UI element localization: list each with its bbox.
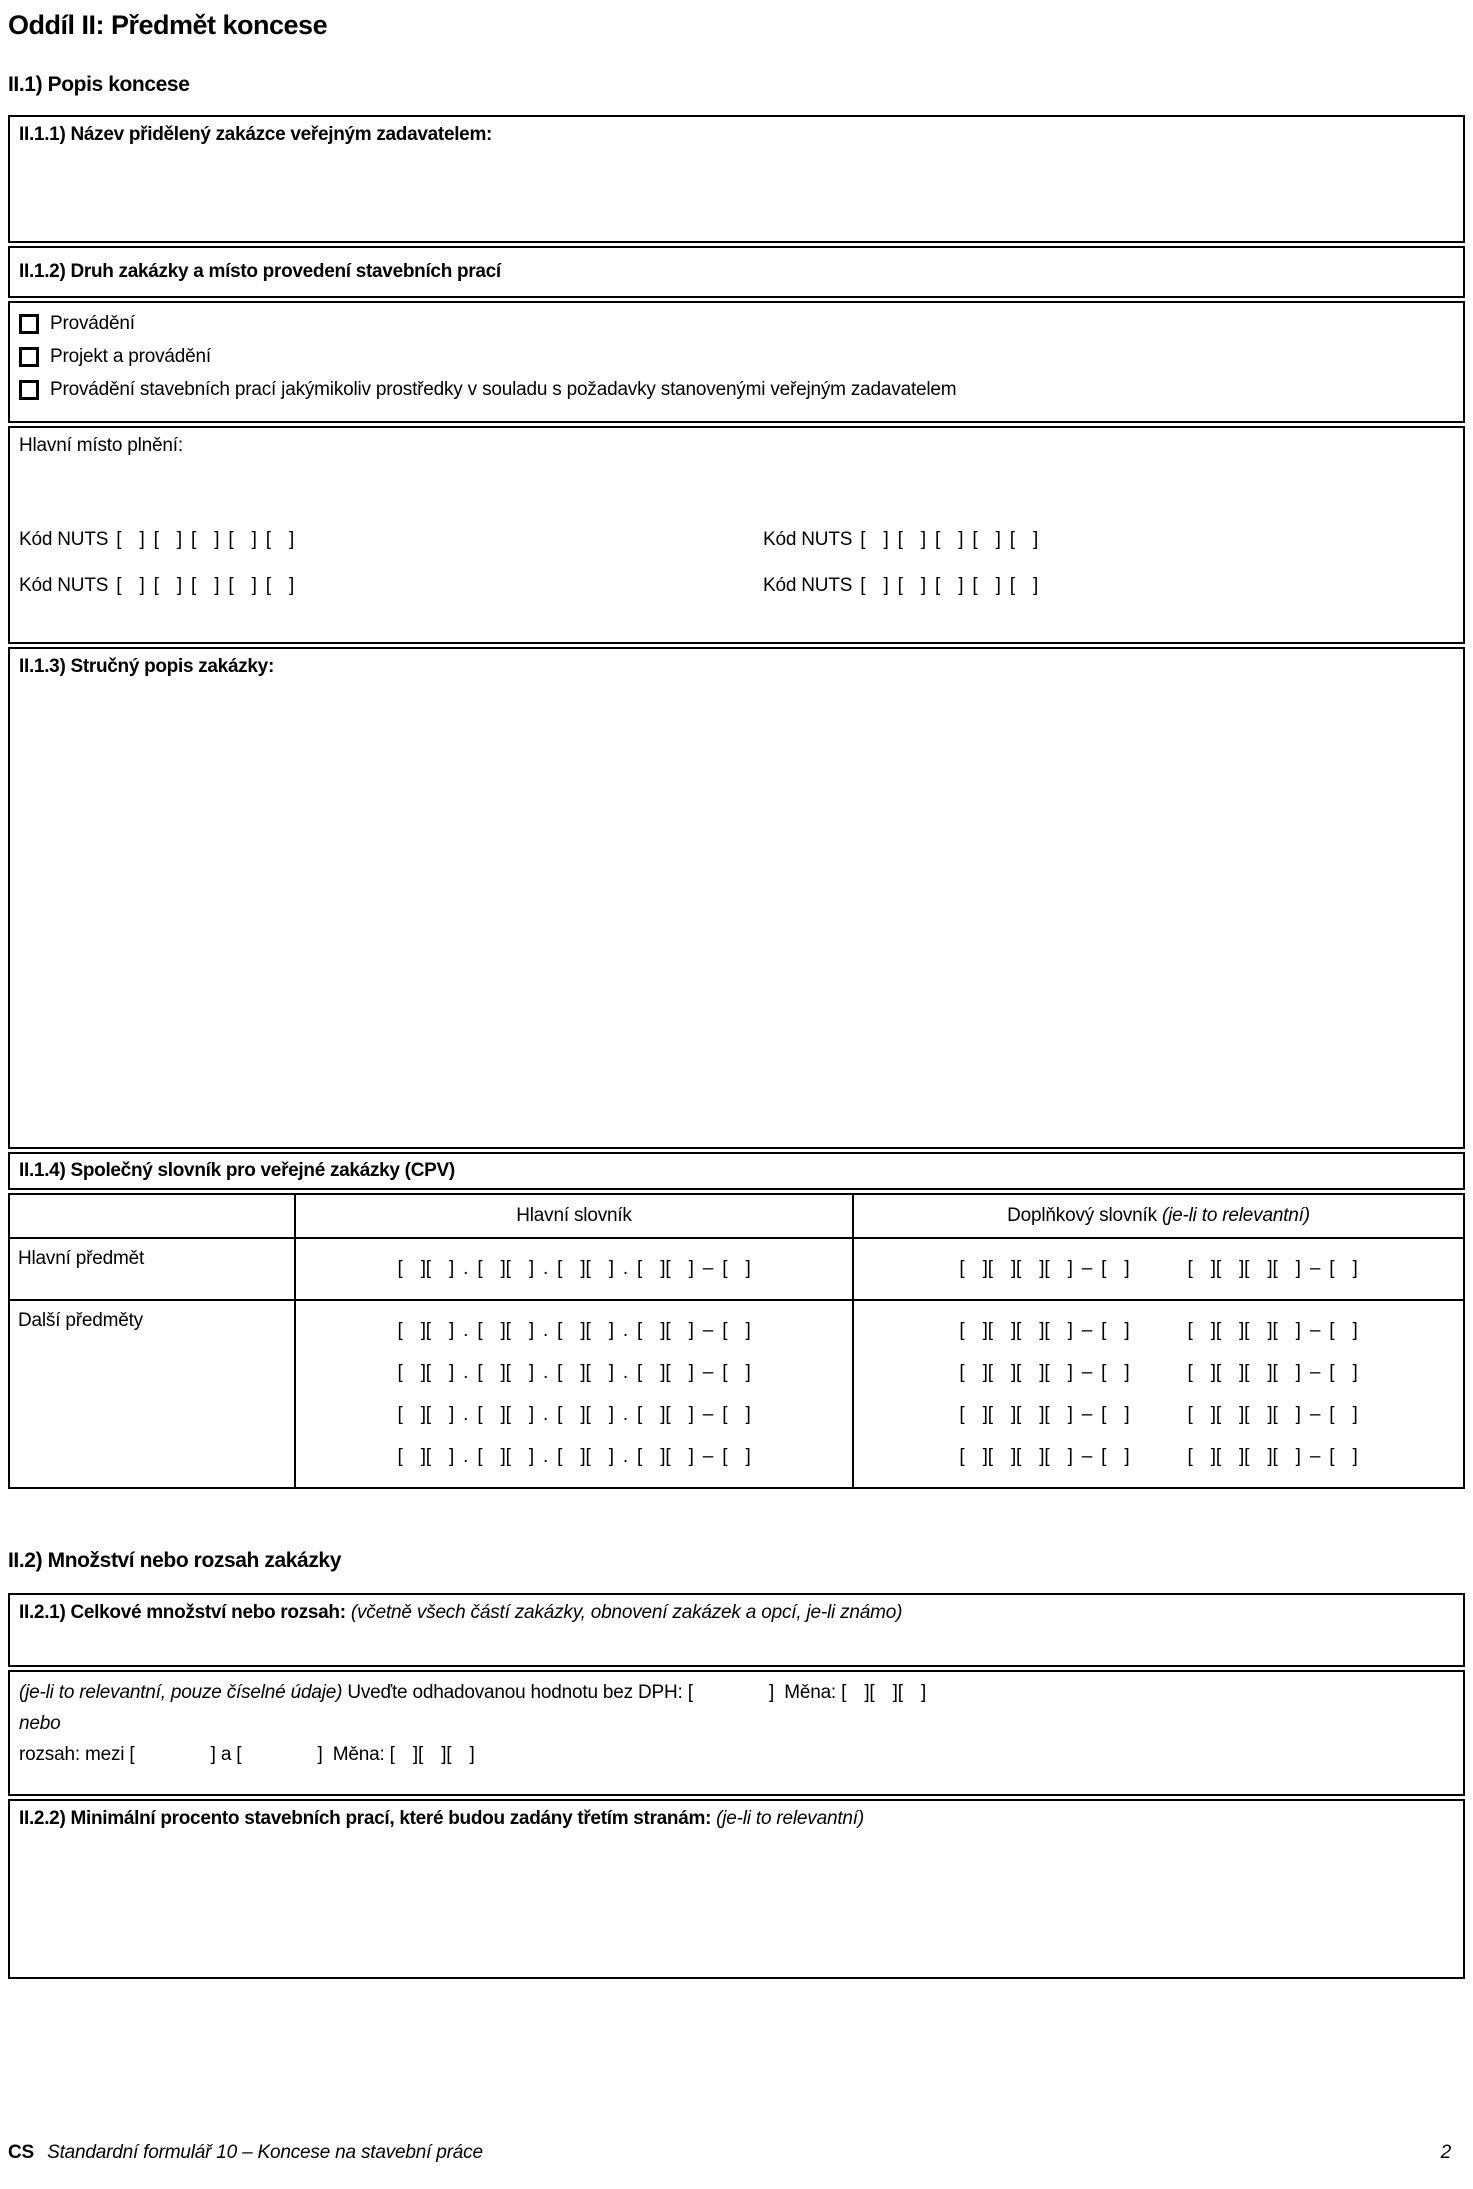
cpv-supp-code-field[interactable]: [ ][ ][ ][ ] – [ ] <box>1187 1258 1358 1279</box>
cpv-supp-code-field[interactable]: [ ][ ][ ][ ] – [ ] <box>959 1320 1130 1341</box>
nuts-brackets[interactable]: [ ] [ ] [ ] [ ] [ ] <box>116 575 295 596</box>
place-label: Hlavní místo plnění: <box>19 435 183 456</box>
cpv-main-object-row <box>10 1237 1463 1299</box>
short-description-input-area[interactable] <box>19 678 1454 1118</box>
min-percentage-label: II.2.2) Minimální procento stavebních prací, které budou zadány třetím stranám: <box>19 1808 717 1829</box>
box-estimated-value <box>8 1670 1465 1796</box>
estimated-value-line <box>19 1682 1454 1704</box>
range-from-field[interactable]: [ ] <box>129 1744 216 1765</box>
range-line <box>19 1744 1454 1766</box>
box-II-2-2 <box>8 1799 1465 1979</box>
nuts-code-field-3[interactable] <box>19 575 763 597</box>
cpv-corner-cell <box>10 1195 294 1237</box>
contract-name-input-area[interactable] <box>19 146 1454 226</box>
short-description-label: II.1.3) Stručný popis zakázky: <box>19 656 274 677</box>
footer-language-code: CS <box>8 2142 34 2163</box>
nuts-label: Kód NUTS <box>19 529 109 550</box>
option-design-and-execution[interactable] <box>19 346 1454 368</box>
cpv-main-code-field[interactable]: [ ][ ] . [ ][ ] . [ ][ ] . [ ][ ] – [ ] <box>397 1362 751 1383</box>
nuts-label: Kód NUTS <box>19 575 109 596</box>
cpv-main-vocab-header: Hlavní slovník <box>294 1195 852 1237</box>
checkbox-icon[interactable] <box>19 314 39 334</box>
heading-II-2: II.2) Množství nebo rozsah zakázky <box>8 1549 341 1572</box>
nuts-grid <box>19 529 1454 597</box>
range-to-field[interactable]: [ ] <box>236 1744 323 1765</box>
cpv-supp-code-field[interactable]: [ ][ ][ ][ ] – [ ] <box>959 1362 1130 1383</box>
value-note: (je-li to relevantní, pouze číselné údaje) <box>19 1682 343 1703</box>
cpv-main-code-field[interactable]: [ ][ ] . [ ][ ] . [ ][ ] . [ ][ ] – [ ] <box>397 1320 751 1341</box>
currency-label: Měna: <box>322 1744 390 1765</box>
estimated-value-field[interactable]: [ ] <box>687 1682 775 1703</box>
min-percentage-line <box>19 1808 1454 1830</box>
section-title: Oddíl II: Předmět koncese <box>8 10 328 40</box>
cpv-supp-code-field[interactable]: [ ][ ][ ][ ] – [ ] <box>1187 1446 1358 1467</box>
contract-name-label: II.1.1) Název přidělený zakázce veřejným zadavatelem: <box>19 124 493 145</box>
or-text: nebo <box>19 1713 61 1734</box>
page-footer <box>8 2142 1451 2164</box>
box-II-2-1 <box>8 1593 1465 1667</box>
currency-label: Měna: <box>774 1682 842 1703</box>
cpv-main-code-field[interactable]: [ ][ ] . [ ][ ] . [ ][ ] . [ ][ ] – [ ] <box>397 1258 751 1279</box>
option-label: Provádění <box>50 313 135 334</box>
contract-type-label: II.1.2) Druh zakázky a místo provedení stavebních prací <box>19 261 501 282</box>
cpv-main-code-field[interactable]: [ ][ ] . [ ][ ] . [ ][ ] . [ ][ ] – [ ] <box>397 1404 751 1425</box>
cpv-main-object-label: Hlavní předmět <box>18 1248 145 1269</box>
box-II-1-3 <box>8 647 1465 1149</box>
cpv-supp-vocab-title: Doplňkový slovník <box>1007 1205 1157 1226</box>
value-text: Uveďte odhadovanou hodnotu bez DPH: <box>342 1682 688 1703</box>
nuts-code-field-2[interactable] <box>763 529 1454 551</box>
option-realisation-by-any-means[interactable] <box>19 379 1454 401</box>
cpv-table <box>8 1193 1465 1489</box>
cpv-main-code-field[interactable]: [ ][ ] . [ ][ ] . [ ][ ] . [ ][ ] – [ ] <box>397 1446 751 1467</box>
cpv-supp-vocab-note: (je-li to relevantní) <box>1161 1205 1310 1226</box>
footer-left <box>8 2142 483 2164</box>
nuts-brackets[interactable]: [ ] [ ] [ ] [ ] [ ] <box>116 529 295 550</box>
cpv-supp-code-field[interactable]: [ ][ ][ ][ ] – [ ] <box>1187 1404 1358 1425</box>
total-quantity-label: II.2.1) Celkové množství nebo rozsah: <box>19 1602 346 1623</box>
range-text: rozsah: mezi <box>19 1744 130 1765</box>
footer-form-title: Standardní formulář 10 – Koncese na stavební práce <box>47 2142 483 2163</box>
option-label: Provádění stavebních prací jakýmikoliv prostředky v souladu s požadavky stanovenými veřejným zadavatelem <box>50 379 957 400</box>
cpv-supp-vocab-header <box>852 1195 1463 1237</box>
cpv-supp-code-field[interactable]: [ ][ ][ ][ ] – [ ] <box>1187 1320 1358 1341</box>
heading-II-1: II.1) Popis koncese <box>8 73 190 96</box>
min-percentage-input-area[interactable] <box>19 1830 1454 1950</box>
box-contract-type-options <box>8 301 1465 423</box>
checkbox-icon[interactable] <box>19 380 39 400</box>
range-and-text: a <box>215 1744 237 1765</box>
cpv-additional-objects-row <box>10 1299 1463 1487</box>
nuts-brackets[interactable]: [ ] [ ] [ ] [ ] [ ] <box>860 575 1039 596</box>
currency-field[interactable]: [ ][ ][ ] <box>389 1744 475 1765</box>
cpv-additional-objects-label: Další předměty <box>18 1310 143 1331</box>
total-quantity-line <box>19 1602 1454 1624</box>
nuts-label: Kód NUTS <box>763 575 853 596</box>
box-place-of-performance <box>8 426 1465 644</box>
cpv-supp-code-field[interactable]: [ ][ ][ ][ ] – [ ] <box>959 1258 1130 1279</box>
nuts-label: Kód NUTS <box>763 529 853 550</box>
option-label: Projekt a provádění <box>50 346 211 367</box>
cpv-supp-code-field[interactable]: [ ][ ][ ][ ] – [ ] <box>959 1404 1130 1425</box>
box-II-1-4-header <box>8 1152 1465 1190</box>
min-percentage-note: (je-li to relevantní) <box>716 1808 864 1829</box>
box-II-1-2-header <box>8 246 1465 298</box>
nuts-code-field-4[interactable] <box>763 575 1454 597</box>
nuts-code-field-1[interactable] <box>19 529 763 551</box>
cpv-heading: II.1.4) Společný slovník pro veřejné zakázky (CPV) <box>19 1160 455 1181</box>
total-quantity-note: (včetně všech částí zakázky, obnovení zakázek a opcí, je-li známo) <box>350 1602 903 1623</box>
cpv-header-row <box>10 1195 1463 1237</box>
currency-field[interactable]: [ ][ ][ ] <box>841 1682 927 1703</box>
total-quantity-input-area[interactable] <box>19 1624 1454 1654</box>
cpv-supp-code-field[interactable]: [ ][ ][ ][ ] – [ ] <box>959 1446 1130 1467</box>
nuts-brackets[interactable]: [ ] [ ] [ ] [ ] [ ] <box>860 529 1039 550</box>
page-number: 2 <box>1440 2142 1451 2163</box>
cpv-supp-code-field[interactable]: [ ][ ][ ][ ] – [ ] <box>1187 1362 1358 1383</box>
checkbox-icon[interactable] <box>19 347 39 367</box>
option-execution[interactable] <box>19 313 1454 335</box>
box-II-1-1 <box>8 115 1465 243</box>
